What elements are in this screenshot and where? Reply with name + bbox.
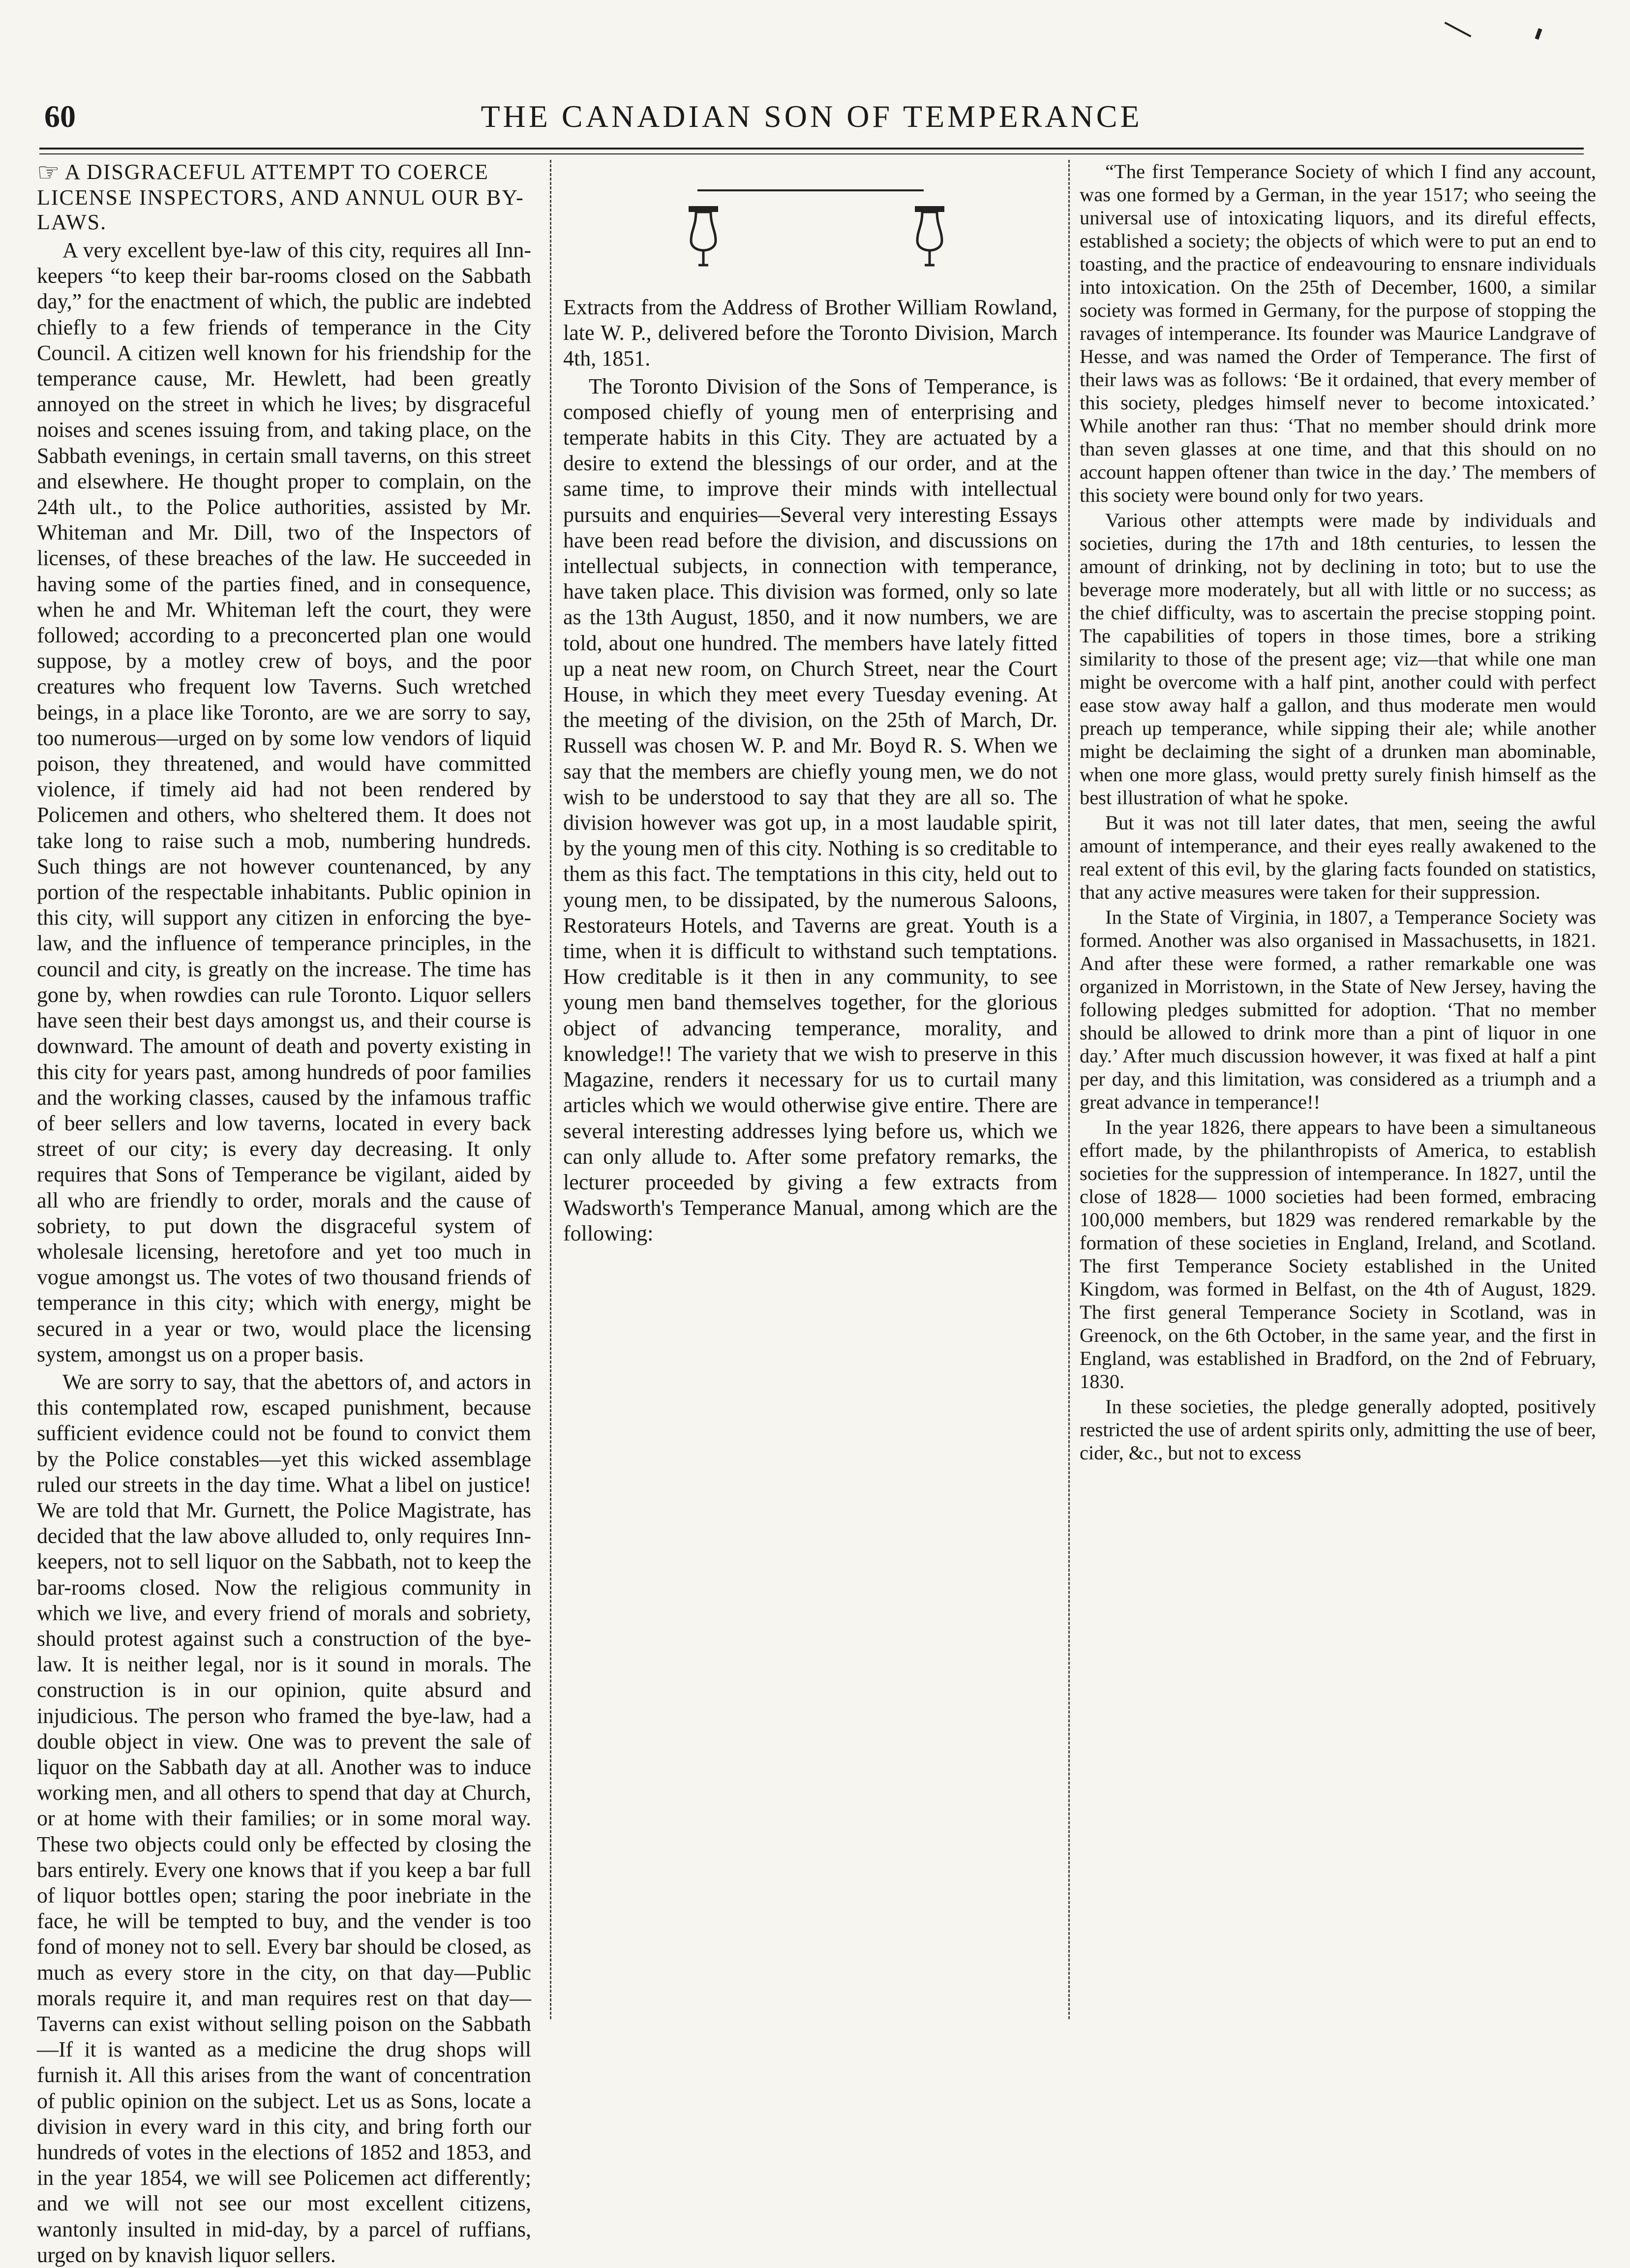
article-paragraph-continued: We are sorry to say, that the abettors of, and actors in this contemplated row, escaped punishment, because sufficient evidence could not be found to convict them by the Police constables—yet this wicked assemblage ruled our streets in the day time. What a libel on justice! We are told that Mr. Gurnett, the Police Magistrate, has decided that the law above alluded to, only requires Inn-keepers, not to sell liquor on the Sabbath, not to keep the bar-rooms closed. Now the religious community in which we live, and every friend of morals and sobriety, should protest against such a construction of the bye-law. It is neither legal, nor is it sound in morals. The construction is in our opinion, quite absurd and injudicious. The person who framed the bye-law, had a double object in view. One was to prevent the sale of liquor on the Sabbath day at all. Another was to induce working men, and all others to spend that day at Church, or at home with their families; or in some moral way. These two objects could only be effected by closing the bars entirely. Every one knows that if you keep a bar full of liquor bottles open; staring the poor inebriate in the face, he will be tempted to buy, and the vender is too fond of money not to sell. Every bar should be closed, as much as every store in the city, on that day—Public morals require it, and man requires rest on that day—Taverns can exist without selling poison on the Sabbath—If it is wanted as a medicine the drug shops will furnish it. All this arises from the want of concentration of public opinion on the subject. Let us as Sons, locate a division in every ward in this city, and bring forth our hundreds of votes in the elections of 1852 and 1853, and in the year 1854, we will see Policemen act differently; and we will not see our most excellent citizens, wantonly insulted in mid-day, by a parcel of ruffians, urged on by knavish liquor sellers. [37,1369,531,2267]
history-paragraph: In the year 1826, there appears to have been a simultaneous effort made, by the philanthropists of America, to establish societies for the suppression of intemperance. In 1827, until the close of 1828— 1000 societies had been formed, embracing 100,000 members, but 1829 was rendered remarkable by the formation of these societies in England, Ireland, and Scotland. The first Temperance Society established in the United Kingdom, was formed in Belfast, on the 4th of August, 1829. The first general Temperance Society in Scotland, was in Greenock, on the 6th October, in the same year, and the first in England, was established in Bradford, on the 2nd of February, 1830. [1080,1116,1596,1392]
column-divider [1068,160,1070,2019]
column-right [1080,160,1596,2019]
ornament-bell-icon [681,201,725,270]
header-rule-thin [39,153,1584,154]
running-title: THE CANADIAN SON OF TEMPERANCE [481,99,1143,134]
quote-paragraph: “The first Temperance Society of which I find any account, was one formed by a German, in the year 1517; who seeing the universal use of intoxicating liquors, and its direful effects, established a society; the objects of which were to put an end to toasting, and the practice of endeavouring to ensnare individuals into intoxication. On the 25th of December, 1600, a similar society was formed in Germany, for the purpose of stopping the ravages of intemperance. Its founder was Maurice Landgrave of Hesse, and was named the Order of Temperance. The first of their laws was as follows: ‘Be it ordained, that every member of this society, pledges himself never to become intoxicated.’ While another ran thus: ‘That no member should drink more than seven glasses at one time, and that this should on no account happen oftener than twice in the day.’ The members of this society were bound only for two years. [1080,160,1596,506]
history-paragraph: In these societies, the pledge generally adopted, positively restricted the use of ardent spirits only, admitting the use of beer, cider, &c., but not to excess [1080,1395,1596,1464]
ink-mark [1535,28,1542,39]
column-divider [550,160,551,2019]
ornament-row [563,201,1057,275]
page-number: 60 [44,99,76,134]
history-paragraph: Various other attempts were made by individuals and societies, during the 17th and 18th centuries, to lessen the amount of drinking, not by declining in toto; but to use the beverage more moderately, but all with little or no success; as the chief difficulty, was to ascertain the precise stopping point. The capabilities of topers in those times, bore a striking similarity to those of the present age; viz—that while one man might be overcome with a half pint, another could with perfect ease stow away half a gallon, and thus moderate men would preach up temperance, while sipping their ale; while another might be declaiming the sight of a drunken man abominable, when one more glass, would pretty surely finish himself as the best illustration of what he spoke. [1080,509,1596,809]
article-heading [37,160,531,235]
column-middle [563,160,1057,2019]
article-paragraph: A very excellent bye-law of this city, requires all Inn-keepers “to keep their bar-rooms closed on the Sabbath day,” for the enactment of which, the public are indebted chiefly to a few friends of temperance in the City Council. A citizen well known for his friendship for the temperance cause, Mr. Hewlett, had been greatly annoyed on the street in which he lives; by disgraceful noises and scenes issuing from, and taking place, on the Sabbath evenings, in certain small taverns, on this street and elsewhere. He thought proper to complain, on the 24th ult., to the Police authorities, assisted by Mr. Whiteman and Mr. Dill, two of the Inspectors of licenses, of these breaches of the law. He succeeded in having some of the parties fined, and in consequence, when he and Mr. Whiteman left the court, they were followed; according to a preconcerted plan one would suppose, by a motley crew of boys, and the poor creatures who frequent low Taverns. Such wretched beings, in a place like Toronto, are we are sorry to say, too numerous—urged on by some low vendors of liquid poison, they threatened, and would have committed violence, if timely aid had not been rendered by Policemen and others, who sheltered them. It does not take long to raise such a mob, numbering hundreds. Such things are not however countenanced, by any portion of the respectable inhabitants. Public opinion in this city, will support any citizen in enforcing the bye-law, and the influence of temperance principles, in the council and city, is greatly on the increase. The time has gone by, when rowdies can rule Toronto. Liquor sellers have seen their best days amongst us, and their course is downward. The amount of death and poverty existing in this city for years past, among hundreds of poor families and the working classes, caused by the infamous traffic of beer sellers and low taverns, located in every back street of our city; is every day decreasing. It only requires that Sons of Temperance be vigilant, aided by all who are friendly to order, morals and the cause of sobriety, to put down the disgraceful system of wholesale licensing, heretofore and yet too much in vogue amongst us. The votes of two thousand friends of temperance in this city; which with energy, might be secured in a year or two, would place the licensing system, amongst us on a proper basis. [37,238,531,1366]
article-heading-text: A DISGRACEFUL ATTEMPT TO COERCE LICENSE INSPECTORS, AND ANNUL OUR BY-LAWS. [37,160,524,234]
history-paragraph: But it was not till later dates, that men, seeing the awful amount of intemperance, and their eyes really awakened to the real extent of this evil, by the glaring facts founded on statistics, that any active measures were taken for their suppression. [1080,812,1596,903]
margin-marks [1423,20,1571,49]
section-divider [697,189,924,191]
ornament-bell-icon [907,201,952,270]
page-header [39,93,1584,152]
address-paragraph: The Toronto Division of the Sons of Temperance, is composed chiefly of young men of enterprising and temperate habits in this City. They are actuated by a desire to extend the blessings of our order, and at the same time, to improve their minds with intellectual pursuits and enquiries—Several very interesting Essays have been read before the division, and discussions on intellectual subjects, in connection with temperance, have taken place. This division was formed, only so late as the 13th August, 1850, and it now numbers, we are told, about one hundred. The members have lately fitted up a neat new room, on Church Street, near the Court House, in which they meet every Tuesday evening. At the meeting of the division, on the 25th of March, Dr. Russell was chosen W. P. and Mr. Boyd R. S. When we say that the members are chiefly young men, we do not wish to be understood to say that they are all so. The division however was got up, in a most laudable spirit, by the young men of this city. Nothing is so creditable to them as this fact. The temptations in this city, held out to young men, to be dissipated, by the numerous Saloons, Restorateurs Hotels, and Taverns are great. Youth is a time, when it is difficult to withstand such temptations. How creditable is it then in any community, to see young men band themselves together, for the glorious object of advancing temperance, morality, and knowledge!! The variety that we wish to preserve in this Magazine, renders it necessary for us to curtail many articles which we would otherwise give entire. There are several interesting addresses lying before us, which we can only allude to. After some prefatory remarks, the lecturer proceeded by giving a few extracts from Wadsworth's Temperance Manual, among which are the following: [563,374,1057,1246]
history-paragraph: In the State of Virginia, in 1807, a Temperance Society was formed. Another was also organised in Massachusetts, in 1821. And after these were formed, a rather remarkable one was organized in Morristown, in the State of New Jersey, having the following pledges submitted for adoption. ‘That no member should be allowed to drink more than a pint of liquor in one day.’ After much discussion however, it was fixed at half a pint per day, and this limitation, was considered as a triumph and a great advance in temperance!! [1080,906,1596,1113]
header-rule [39,148,1584,150]
pointing-hand-icon: ☞ [37,159,61,187]
ink-mark [1445,22,1472,37]
column-left [37,159,531,2267]
address-intro: Extracts from the Address of Brother William Rowland, late W. P., delivered before the Toronto Division, March 4th, 1851. [563,295,1057,371]
